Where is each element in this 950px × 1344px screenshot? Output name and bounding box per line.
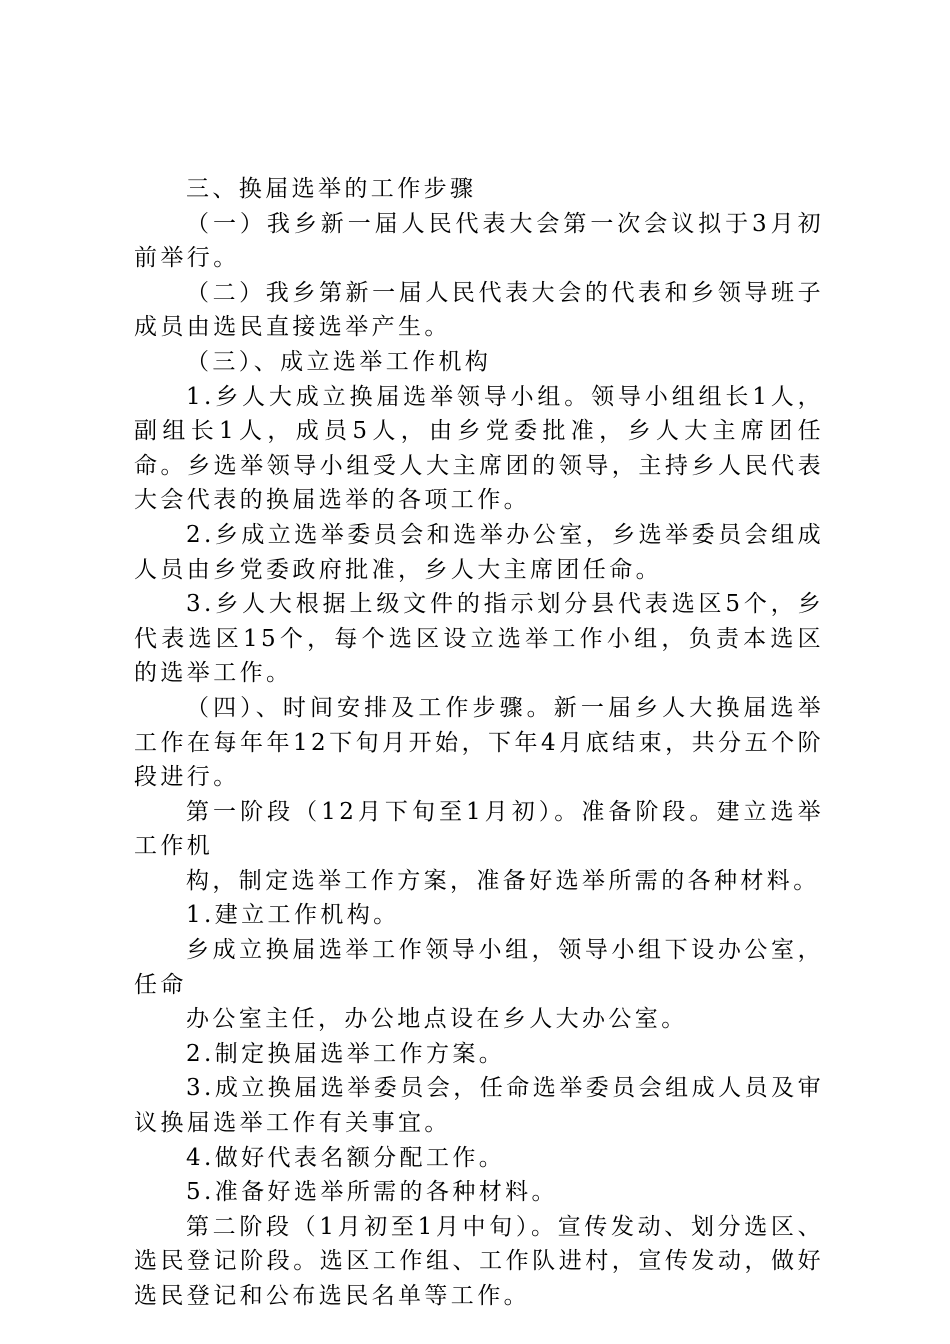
paragraph: 3.成立换届选举委员会，任命选举委员会组成人员及审议换届选举工作有关事宜。 (134, 1075, 824, 1137)
paragraph: （四）、时间安排及工作步骤。新一届乡人大换届选举工作在每年年12下旬月开始，下年4月底结束，共分五个阶段进行。 (134, 694, 824, 791)
paragraph: 乡成立换届选举工作领导小组，领导小组下设办公室，任命 (134, 937, 824, 998)
paragraph: 2.制定换届选举工作方案。 (186, 1040, 506, 1067)
document-body (134, 172, 824, 1314)
paragraph: 第一阶段（12月下旬至1月初）。准备阶段。建立选举工作机 (134, 798, 824, 860)
paragraph: 1.建立工作机构。 (186, 902, 400, 929)
paragraph: （一）我乡新一届人民代表大会第一次会议拟于3月初前举行。 (134, 210, 824, 272)
paragraph: 4.做好代表名额分配工作。 (186, 1144, 506, 1171)
paragraph: 构，制定选举工作方案，准备好选举所需的各种材料。 (186, 867, 820, 894)
paragraph: 2.乡成立选举委员会和选举办公室，乡选举委员会组成人员由乡党委政府批准，乡人大主席团任命。 (134, 521, 824, 583)
paragraph: 5.准备好选举所需的各种材料。 (186, 1179, 558, 1206)
paragraph: （二）我乡第新一届人民代表大会的代表和乡领导班子成员由选民直接选举产生。 (134, 279, 824, 341)
paragraph: 1.乡人大成立换届选举领导小组。领导小组组长1人，副组长1人，成员5人，由乡党委批准，乡人大主席团任命。乡选举领导小组受人大主席团的领导，主持乡人民代表大会代表的换届选举的各项工作。 (134, 383, 824, 514)
paragraph: 办公室主任，办公地点设在乡人大办公室。 (186, 1006, 688, 1033)
paragraph: （三）、成立选举工作机构 (186, 348, 492, 375)
section-heading: 三、换届选举的工作步骤 (186, 176, 477, 202)
paragraph: 3.乡人大根据上级文件的指示划分县代表选区5个，乡代表选区15个，每个选区设立选举工作小组，负责本选区的选举工作。 (134, 591, 824, 687)
paragraph: 第二阶段（1月初至1月中旬）。宣传发动、划分选区、选民登记阶段。选区工作组、工作队进村，宣传发动，做好选民登记和公布选民名单等工作。 (134, 1213, 824, 1309)
